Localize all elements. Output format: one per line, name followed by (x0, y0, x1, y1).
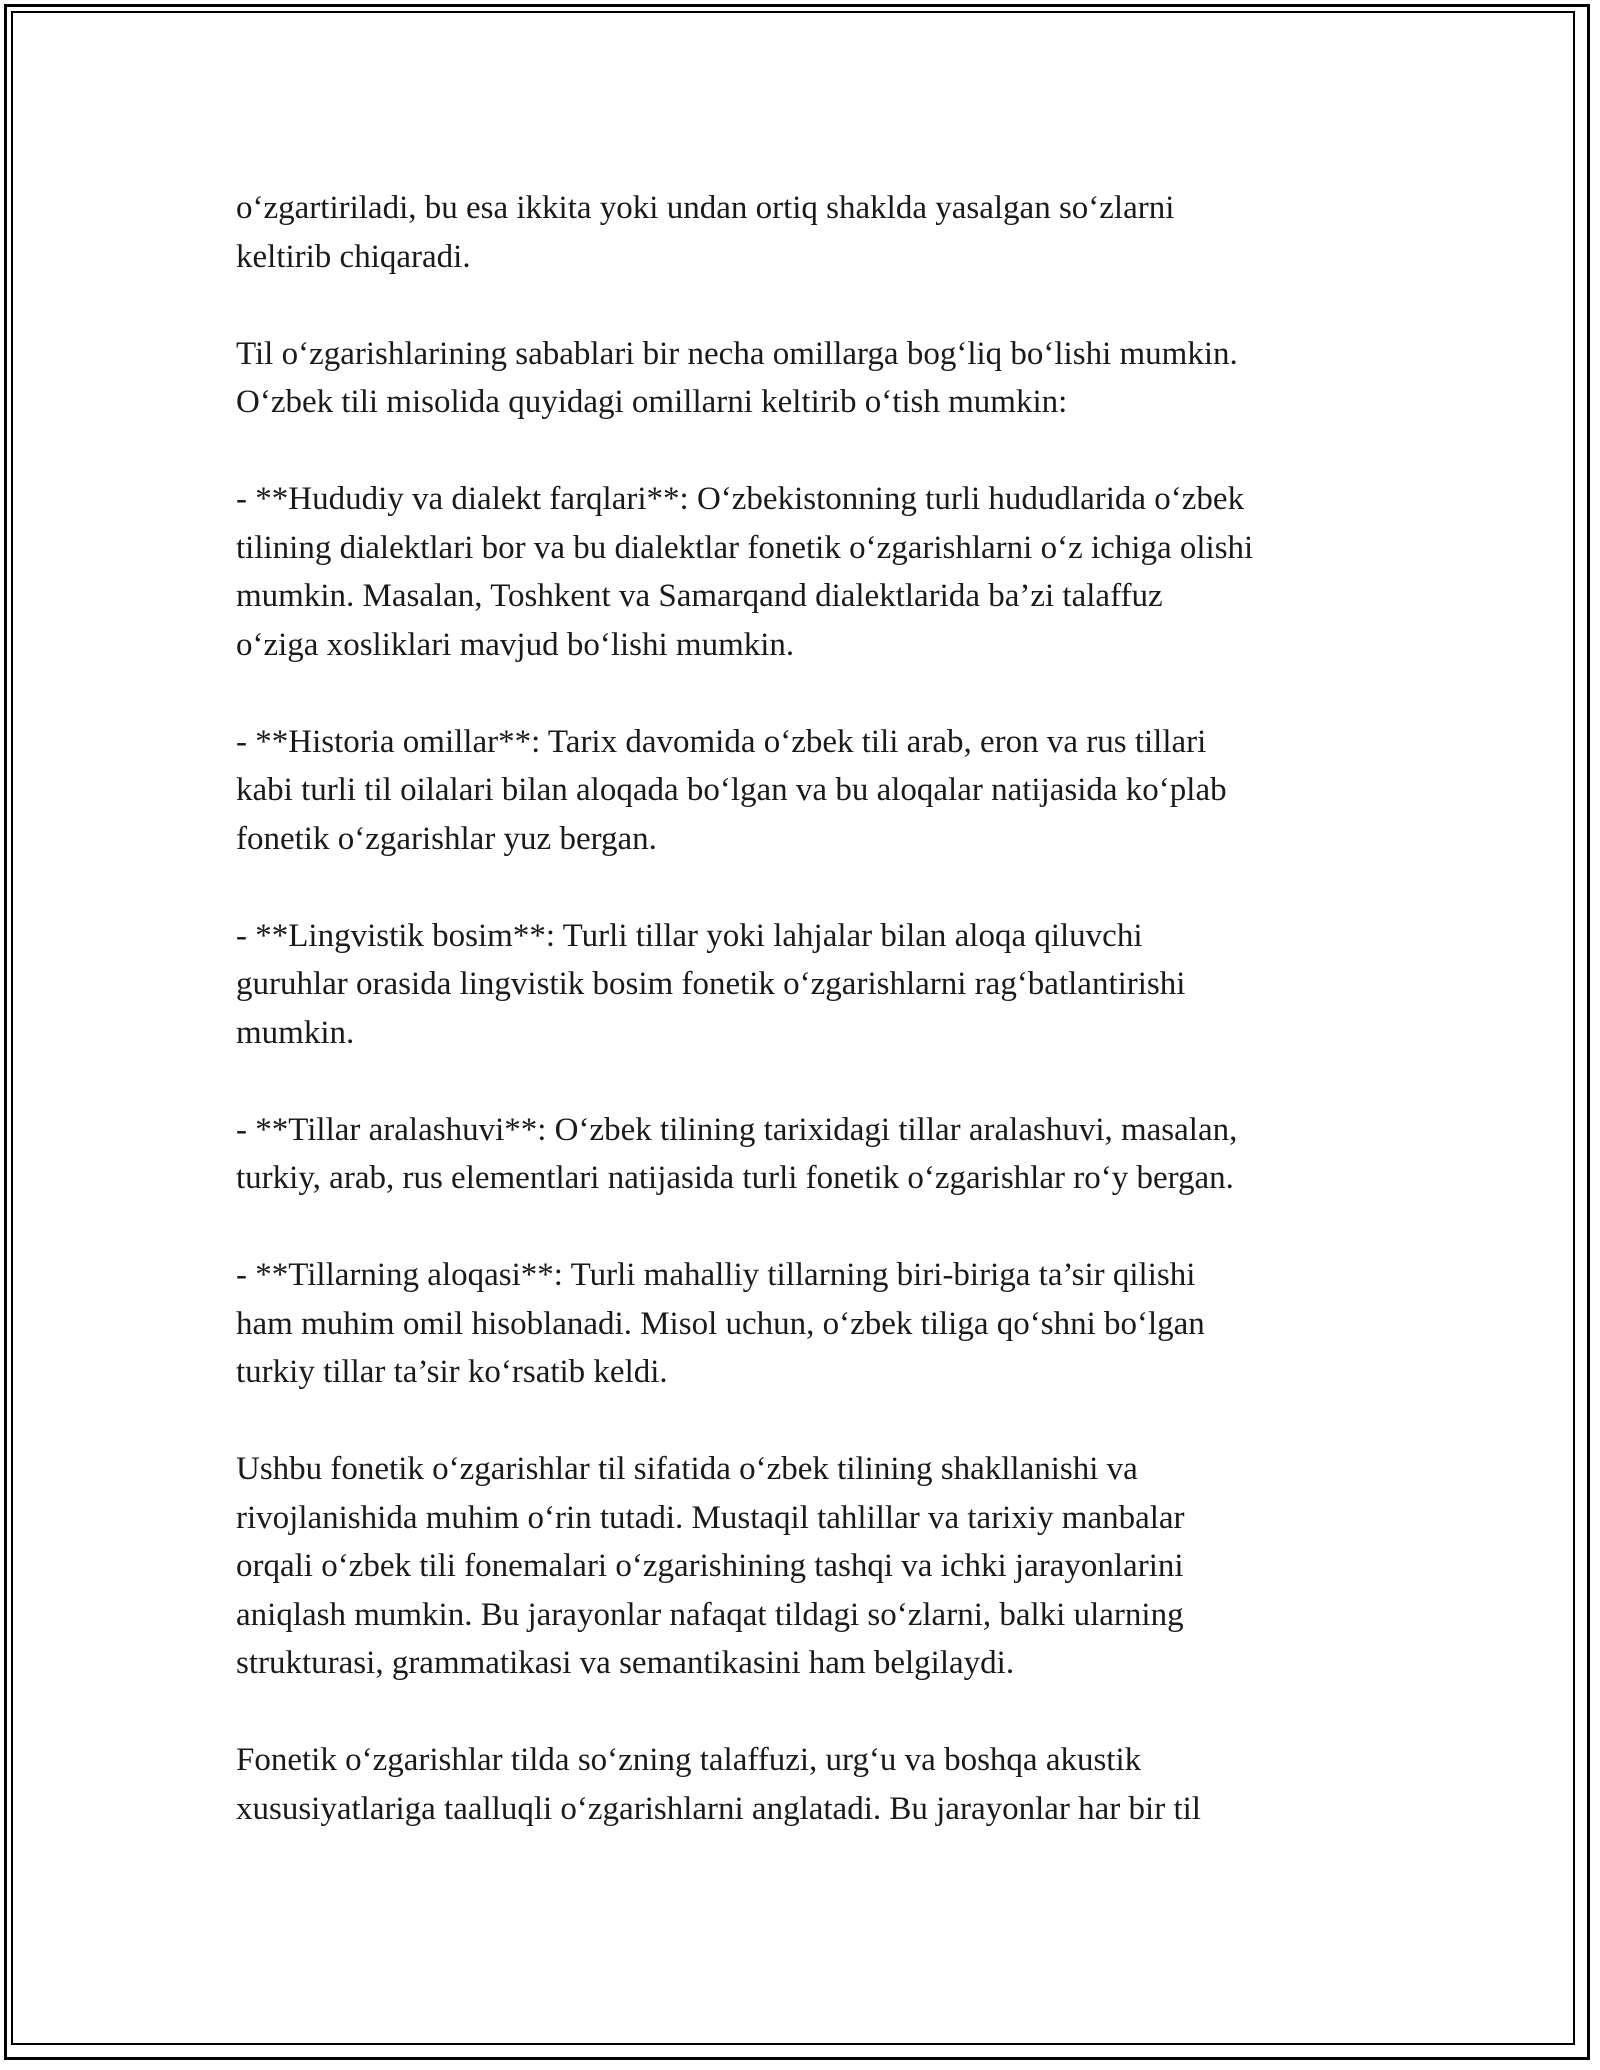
paragraph-8: Ushbu fonetik o‘zgarishlar til sifatida o‘zbek tilining shakllanishi va rivojlanishida muhim o‘rin tutadi. Mustaqil tahlillar va tarixiy manbalar orqali o‘zbek tili fonemalari o‘zgarishining tashqi va ichki jarayonlarini aniqlash mumkin. Bu jarayonlar nafaqat tildagi so‘zlarni, balki ularning strukturasi, grammatikasi va semantikasini ham belgilaydi. (236, 1451, 1185, 1681)
paragraph-7: - **Tillarning aloqasi**: Turli mahalliy tillarning biri-biriga ta’sir qilishi ham muhim omil hisoblanadi. Misol uchun, o‘zbek tiliga qo‘shni bo‘lgan turkiy tillar ta’sir ko‘rsatib keldi. (236, 1257, 1205, 1390)
paragraph-2: Til o‘zgarishlarining sabablari bir necha omillarga bog‘liq bo‘lishi mumkin. O‘zbek tili misolida quyidagi omillarni keltirib o‘tish mumkin: (236, 335, 1238, 420)
document-body (236, 184, 1386, 1882)
paragraph-3: - **Hududiy va dialekt farqlari**: O‘zbekistonning turli hududlarida o‘zbek tilining dialektlari bor va bu dialektlar fonetik o‘zgarishlarni o‘z ichiga olishi mumkin. Masalan, Toshkent va Samarqand dialektlarida ba’zi talaffuz o‘ziga xosliklari mavjud bo‘lishi mumkin. (236, 481, 1254, 663)
paragraph-9: Fonetik o‘zgarishlar tilda so‘zning talaffuzi, urg‘u va boshqa akustik xususiyatlariga taalluqli o‘zgarishlarni anglatadi. Bu jarayonlar har bir til (236, 1742, 1201, 1827)
paragraph-6: - **Tillar aralashuvi**: O‘zbek tilining tarixidagi tillar aralashuvi, masalan, turkiy, arab, rus elementlari natijasida turli fonetik o‘zgarishlar ro‘y bergan. (236, 1111, 1238, 1196)
paragraph-4: - **Historia omillar**: Tarix davomida o‘zbek tili arab, eron va rus tillari kabi turli til oilalari bilan aloqada bo‘lgan va bu aloqalar natijasida ko‘plab fonetik o‘zgarishlar yuz bergan. (236, 723, 1227, 857)
paragraph-1: o‘zgartiriladi, bu esa ikkita yoki undan ortiq shaklda yasalgan so‘zlarni keltirib chiqaradi. (236, 190, 1175, 275)
paragraph-5: - **Lingvistik bosim**: Turli tillar yoki lahjalar bilan aloqa qiluvchi guruhlar orasida lingvistik bosim fonetik o‘zgarishlarni rag‘batlantirishi mumkin. (236, 917, 1186, 1051)
